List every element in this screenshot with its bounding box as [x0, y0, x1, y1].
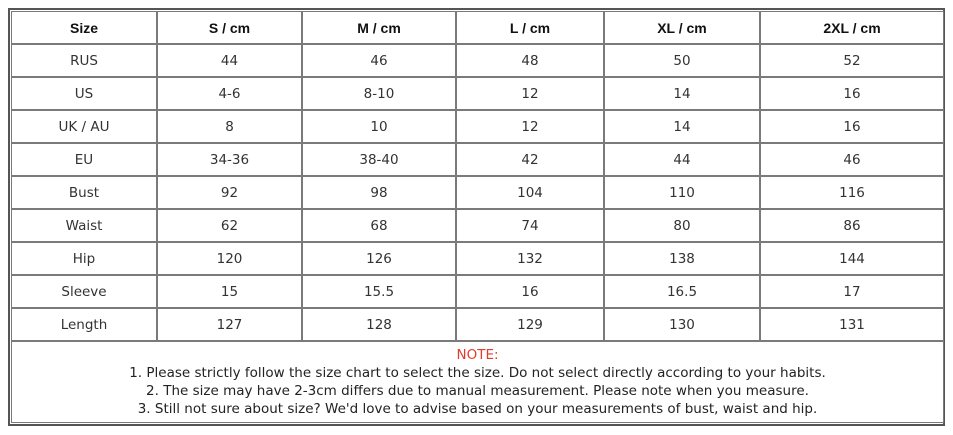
row-label: Waist — [11, 209, 157, 242]
table-cell: 8-10 — [302, 77, 456, 110]
table-cell: 38-40 — [302, 143, 456, 176]
note-line: 1. Please strictly follow the size chart to select the size. Do not select directly according to your habits. — [129, 365, 826, 381]
row-label: Sleeve — [11, 275, 157, 308]
table-cell: 116 — [760, 176, 944, 209]
header-2xl: 2XL / cm — [760, 11, 944, 44]
header-row — [11, 11, 944, 44]
table-row — [11, 77, 944, 110]
header-size: Size — [11, 11, 157, 44]
note-title: NOTE: — [456, 347, 499, 363]
table-cell: 86 — [760, 209, 944, 242]
table-cell: 48 — [456, 44, 604, 77]
table-row — [11, 242, 944, 275]
table-cell: 92 — [157, 176, 302, 209]
table-cell: 16 — [760, 77, 944, 110]
table-cell: 34-36 — [157, 143, 302, 176]
table-row — [11, 308, 944, 341]
table-cell: 132 — [456, 242, 604, 275]
table-cell: 17 — [760, 275, 944, 308]
table-row — [11, 110, 944, 143]
table-cell: 12 — [456, 110, 604, 143]
size-table — [11, 11, 944, 423]
table-cell: 74 — [456, 209, 604, 242]
table-row — [11, 44, 944, 77]
table-cell: 62 — [157, 209, 302, 242]
table-cell: 129 — [456, 308, 604, 341]
note-cell — [11, 341, 944, 423]
table-cell: 15 — [157, 275, 302, 308]
table-cell: 110 — [604, 176, 760, 209]
header-m: M / cm — [302, 11, 456, 44]
row-label: EU — [11, 143, 157, 176]
table-row — [11, 209, 944, 242]
row-label: Hip — [11, 242, 157, 275]
table-cell: 16.5 — [604, 275, 760, 308]
header-s: S / cm — [157, 11, 302, 44]
table-cell: 68 — [302, 209, 456, 242]
table-cell: 10 — [302, 110, 456, 143]
table-cell: 16 — [456, 275, 604, 308]
table-cell: 12 — [456, 77, 604, 110]
table-row — [11, 275, 944, 308]
table-cell: 14 — [604, 77, 760, 110]
table-row — [11, 176, 944, 209]
row-label: Length — [11, 308, 157, 341]
size-chart — [8, 8, 945, 426]
table-cell: 128 — [302, 308, 456, 341]
table-cell: 126 — [302, 242, 456, 275]
table-cell: 120 — [157, 242, 302, 275]
table-cell: 46 — [760, 143, 944, 176]
table-cell: 104 — [456, 176, 604, 209]
table-cell: 4-6 — [157, 77, 302, 110]
table-cell: 98 — [302, 176, 456, 209]
table-cell: 144 — [760, 242, 944, 275]
table-cell: 44 — [157, 44, 302, 77]
table-cell: 50 — [604, 44, 760, 77]
table-cell: 80 — [604, 209, 760, 242]
table-cell: 16 — [760, 110, 944, 143]
note-line: 2. The size may have 2-3cm differs due to manual measurement. Please note when you measure. — [146, 383, 809, 399]
table-row — [11, 143, 944, 176]
table-cell: 138 — [604, 242, 760, 275]
row-label: RUS — [11, 44, 157, 77]
row-label: UK / AU — [11, 110, 157, 143]
row-label: Bust — [11, 176, 157, 209]
header-l: L / cm — [456, 11, 604, 44]
table-cell: 46 — [302, 44, 456, 77]
table-cell: 42 — [456, 143, 604, 176]
table-cell: 127 — [157, 308, 302, 341]
table-cell: 8 — [157, 110, 302, 143]
table-cell: 15.5 — [302, 275, 456, 308]
table-cell: 131 — [760, 308, 944, 341]
table-cell: 130 — [604, 308, 760, 341]
table-cell: 14 — [604, 110, 760, 143]
table-cell: 52 — [760, 44, 944, 77]
table-cell: 44 — [604, 143, 760, 176]
row-label: US — [11, 77, 157, 110]
note-row — [11, 341, 944, 423]
note-line: 3. Still not sure about size? We'd love to advise based on your measurements of bust, waist and hip. — [137, 401, 818, 417]
header-xl: XL / cm — [604, 11, 760, 44]
